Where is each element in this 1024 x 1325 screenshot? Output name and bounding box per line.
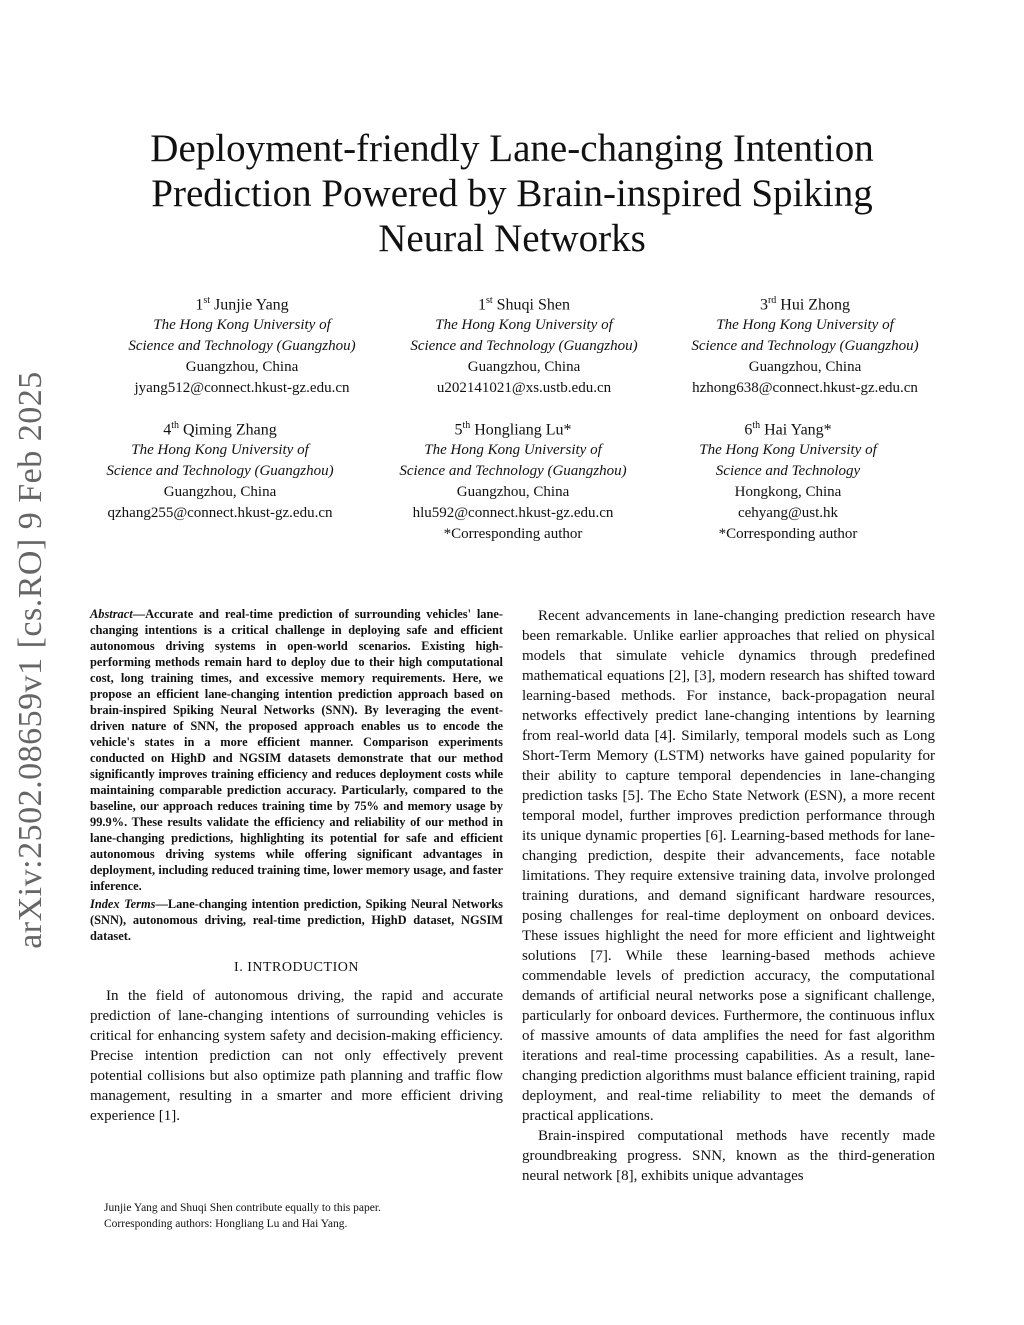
author-location: Guangzhou, China — [163, 484, 277, 501]
footnote-corresponding: Corresponding authors: Hongliang Lu and Hai Yang. — [104, 1218, 348, 1230]
arxiv-watermark — [6, 360, 56, 960]
author-email: hlu592@connect.hkust-gz.edu.cn — [412, 505, 614, 522]
intro-paragraph-3: Brain-inspired computational methods have recently made groundbreaking progress. SNN, known as the third-generation neural network [8], exhibits unique advantages — [522, 1128, 935, 1184]
intro-paragraph-1: In the field of autonomous driving, the rapid and accurate prediction of lane-changing intentions of surrounding vehicles is critical for enhancing system safety and decision-making efficiency. Precise intention prediction can not only effectively prevent potential collisions but also optimize path planning and traffic flow management, resulting in a smarter and more efficient driving experience [1]. — [90, 988, 503, 1124]
arxiv-id-text: arXiv:2502.08659v1 [cs.RO] 9 Feb 2025 — [12, 371, 49, 949]
footnote-equal-contribution: Junjie Yang and Shuqi Shen contribute equally to this paper. — [104, 1202, 381, 1214]
author-ordinal: 1 — [477, 296, 486, 314]
author-affiliation: Science and Technology (Guangzhou) — [691, 338, 919, 355]
author-ordinal: 6 — [744, 421, 753, 439]
author-affiliation: Science and Technology (Guangzhou) — [399, 463, 627, 480]
author-affiliation: Science and Technology (Guangzhou) — [106, 463, 334, 480]
author-ordinal-suffix: rd — [767, 295, 777, 306]
author-block-4 — [80, 415, 360, 524]
author-ordinal: 5 — [454, 421, 463, 439]
footnotes — [90, 1200, 503, 1232]
author-location: Guangzhou, China — [456, 484, 570, 501]
author-affiliation: The Hong Kong University of — [153, 317, 331, 334]
corresponding-note: *Corresponding author — [718, 526, 858, 543]
author-block-3 — [665, 290, 945, 399]
author-ordinal: 1 — [195, 296, 204, 314]
paper-title: Deployment-friendly Lane-changing Intention Prediction Powered by Brain-inspired Spiking Neural Networks — [150, 127, 874, 260]
author-email: qzhang255@connect.hkust-gz.edu.cn — [107, 505, 333, 522]
author-ordinal-suffix: th — [171, 420, 179, 431]
index-terms-label: Index Terms — [90, 897, 156, 911]
author-affiliation: The Hong Kong University of — [424, 442, 602, 459]
left-column — [90, 606, 503, 1126]
author-location: Hongkong, China — [734, 484, 842, 501]
author-ordinal-suffix: st — [203, 295, 210, 306]
intro-paragraph-2: Recent advancements in lane-changing prediction research have been remarkable. Unlike earlier approaches that relied on physical models that simulate vehicle dynamics through predefined mathematical equations [2], [3], modern research has shifted toward learning-based methods. For instance, back-propagation neural networks effectively predict lane-changing intentions by learning from real-world data [4]. Similarly, temporal models such as Long Short-Term Memory (LSTM) networks have gained popularity for their ability to capture temporal dependencies in lane-changing prediction tasks [5]. The Echo State Network (ESN), a more recent temporal model, further improves prediction performance through its unique dynamic properties [6]. Learning-based methods for lane-changing prediction, despite their advancements, face notable limitations. They require extensive training data, involve prolonged training durations, and demand significant hardware resources, posing challenges for real-time deployment on onboard devices. These issues highlight the need for more efficient and lightweight solutions [7]. While these learning-based methods achieve commendable levels of prediction accuracy, the computational demands of artificial neural networks pose a significant challenge, particularly for onboard devices. Furthermore, the continuous influx of massive amounts of data amplifies the need for fast algorithm iterations and real-time processing capabilities. As a result, lane-changing prediction algorithms must balance efficient training, rapid deployment, and real-time reliability to meet the demands of practical applications. — [522, 608, 935, 1124]
author-name: Junjie Yang — [213, 296, 289, 314]
right-column — [522, 606, 935, 1186]
abstract-text: —Accurate and real-time prediction of surrounding vehicles' lane-changing intentions is a critical challenge in deploying safe and efficient autonomous driving systems in open-world scenarios. Existing high-performing methods remain hard to deploy due to their high computational cost, long training times, and excessive memory requirements. Here, we propose an efficient lane-changing intention prediction approach based on brain-inspired Spiking Neural Networks (SNN). By leveraging the event-driven nature of SNN, the proposed approach enables us to encode the vehicle's states in a more efficient manner. Comparison experiments conducted on HighD and NGSIM datasets demonstrate that our method significantly improves training efficiency and reduces deployment costs while maintaining comparable prediction accuracy. Particularly, compared to the baseline, our approach reduces training time by 75% and memory usage by 99.9%. These results validate the efficiency and reliability of our method in lane-changing predictions, highlighting its potential for safe and efficient autonomous driving systems while offering significant advantages in deployment, including reduced training time, lower memory usage, and faster inference. — [90, 607, 503, 893]
author-affiliation: The Hong Kong University of — [699, 442, 877, 459]
author-location: Guangzhou, China — [748, 359, 862, 376]
author-name: Hai Yang* — [764, 421, 832, 439]
author-affiliation: The Hong Kong University of — [131, 442, 309, 459]
author-email: cehyang@ust.hk — [737, 505, 839, 522]
abstract-label: Abstract — [90, 607, 133, 621]
author-name: Hongliang Lu* — [474, 421, 572, 439]
author-affiliation: Science and Technology (Guangzhou) — [410, 338, 638, 355]
section-heading-introduction: I. INTRODUCTION — [234, 960, 359, 975]
index-terms — [90, 896, 503, 944]
author-block-2 — [384, 290, 664, 399]
author-affiliation: The Hong Kong University of — [435, 317, 613, 334]
author-location: Guangzhou, China — [467, 359, 581, 376]
abstract — [90, 606, 503, 894]
author-email: hzhong638@connect.hkust-gz.edu.cn — [692, 380, 918, 397]
author-email: jyang512@connect.hkust-gz.edu.cn — [134, 380, 350, 397]
author-location: Guangzhou, China — [185, 359, 299, 376]
author-ordinal-suffix: st — [485, 295, 493, 306]
author-name: Hui Zhong — [780, 296, 851, 314]
author-name: Shuqi Shen — [496, 296, 570, 314]
author-name: Qiming Zhang — [183, 421, 277, 439]
author-ordinal-suffix: th — [752, 420, 761, 431]
author-ordinal-suffix: th — [462, 420, 471, 431]
author-ordinal: 4 — [163, 421, 172, 439]
corresponding-note: *Corresponding author — [443, 526, 583, 543]
author-block-5 — [373, 415, 653, 545]
author-ordinal: 3 — [759, 296, 768, 314]
author-affiliation: The Hong Kong University of — [716, 317, 894, 334]
author-affiliation: Science and Technology (Guangzhou) — [128, 338, 356, 355]
author-email: u202141021@xs.ustb.edu.cn — [436, 380, 612, 397]
author-block-6 — [648, 415, 928, 545]
author-block-1 — [102, 290, 382, 399]
author-affiliation: Science and Technology — [715, 463, 861, 480]
index-terms-text: —Lane-changing intention prediction, Spiking Neural Networks (SNN), autonomous driving, real-time prediction, HighD dataset, NGSIM dataset. — [90, 897, 503, 943]
